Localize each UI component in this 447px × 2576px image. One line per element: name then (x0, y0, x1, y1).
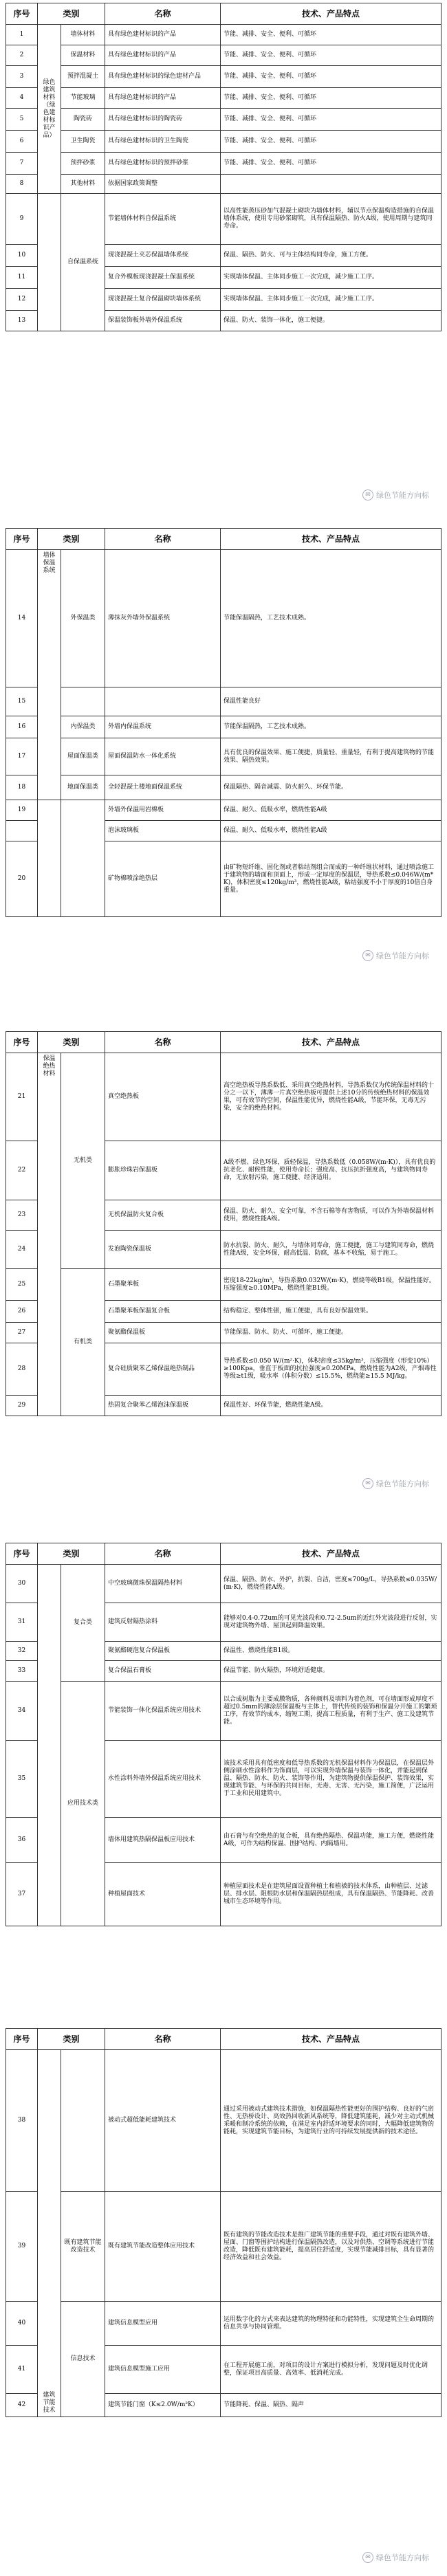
table-row: 27 聚氨酯保温板 节能保温、防水、防火、可循环，施工便捷。 (6, 1323, 441, 1343)
header-features: 技术、产品特点 (221, 1032, 441, 1053)
watermark: ✉ 绿色节能方向标 (362, 950, 429, 961)
group-label: 保温绝热材料 (38, 1053, 61, 1416)
wechat-icon: ✉ (362, 1478, 373, 1489)
table-row: 25 有机类 石墨聚苯板 密度18-22kg/m³，导热系数0.032W/(m·K)，燃烧等级B1级，保温性能好。压缩强度≥0.10MPa，燃烧性能B1级。 (6, 1269, 441, 1301)
wechat-icon: ✉ (362, 2552, 373, 2563)
table-row: 1 绿色建筑材料（绿色建材标识产品） 墙体材料 具有绿色建材标识的产品 节能、减排、安全、便利、可循环 (6, 25, 441, 45)
header-name: 名称 (105, 1543, 221, 1565)
tech-table-4 (6, 1543, 441, 1926)
header-name: 名称 (105, 2029, 221, 2050)
tech-table-5 (6, 2028, 441, 2417)
header-features: 技术、产品特点 (221, 529, 441, 550)
table-row: 33 复合保温石膏板 保温节能、防火隔热，环境舒适健康。 (6, 1661, 441, 1682)
table-row: 34 应用技术类 节能装饰一体化保温系统应用技术 以合成树脂为主要成膜物质，各种颜料及填料为着色剂，可在墙面形成厚度不超过0.5mm的薄涂层保温板与主体上，替代传统的装饰和保温分开施工的繁琐工序，有效节约成本，缩短工期，提高工程质量，有利于生产、施工及建筑节能。 (6, 1682, 441, 1741)
table-row: 32 聚氨酯硬泡复合保温板 保温性、燃烧性能B1级。 (6, 1642, 441, 1661)
header-category: 类别 (38, 2029, 105, 2050)
table-row: 5 陶瓷砖 具有绿色建材标识的陶瓷砖 节能、减排、安全、便利、可循环 (6, 109, 441, 131)
table-row: 35 水性涂料外墙外保温系统应用技术 该技术采用具有低密度和低导热系数的无机保温材料作为保温层，在保温层外侧涂刷水性涂料作为饰面层，可以实现外墙保温与装饰一体化，并能起到保温、隔热、防水、防火、装饰等作用，为建筑物提供保温保护、装饰效果，实现建筑节能、与环保的共同目标，无毒、无害、无污染，施工简便，广泛运用于工业和民用建筑中。 (6, 1741, 441, 1818)
group-label: 自保温系统 (61, 194, 105, 331)
table-row: 22 膨胀珍珠岩保温板 A级不燃、绿色环保，质轻保温，导热系数低（0.058W/(m·K)），具有优良的抗老化、耐候性能，使用寿命长；强度高、抗压抗折强度高，与建筑物同寿命，无放射污染，施工便捷、经济适用。 (6, 1141, 441, 1200)
table-header (6, 2029, 441, 2050)
table-row: 3 预拌混凝土 具有绿色建材标识的绿色建材产品 节能、减排、安全、便利、可循环 (6, 66, 441, 88)
table-section-5 (6, 2028, 441, 2417)
table-row: 9 自保温系统 节能墙体材料自保温系统 以高性能蒸压砂加气混凝土砌块为墙体材料，辅以节点保温构造措施的自保温墙体系统，使用专用砂浆砌筑，具有保温隔热、防火A级，使用周期与建筑同寿命。 (6, 194, 441, 245)
header-category: 类别 (38, 1543, 105, 1565)
table-row: 2 保温材料 具有绿色建材标识的产品 节能、减排、安全、便利、可循环 (6, 45, 441, 66)
table-row: 18 地面保温类 全轻混凝土楼地面保温系统 保温隔热、隔音减震、防火耐久、环保节能。 (6, 775, 441, 800)
table-row: 37 种植屋面技术 种植屋面技术是在建筑屋面设置种植土和植被的技术体系，由种植层、过滤层、排水层、阻根防水层和保温隔热层组成，具有保温隔热、节能降耗、改善城市生态环境等作用。 (6, 1863, 441, 1926)
wechat-icon: ✉ (362, 950, 373, 961)
table-row: 10 现浇混凝土夹芯保温墙体系统 保温、隔热、防火、可与主体结构同寿命，施工方便。 (6, 245, 441, 267)
header-no: 序号 (6, 3, 38, 25)
table-row: 41 建筑信息模型施工应用 在工程开展施工前，对项目的设计方案进行模拟分析，发现问题及时优化调整，保证项目高质量、高效率、低消耗完成。 (6, 2346, 441, 2394)
table-row: 20 矿物棉喷涂绝热层 由矿物短纤维、固化剂或者粘结剂组合而成的一种纤维状材料，通过喷涂施工于建筑物的墙面和顶面上，形成一定厚度的保温层，导热系数≤0.046W/(m*K)，体积密度≤120kg/m³，燃烧性能A级，粘结强度不小于厚度的10倍自身重量。 (6, 841, 441, 917)
table-header (6, 1032, 441, 1053)
table-row: 16 内保温类 外墙内保温系统 节能保温隔热，工艺技术成熟。 (6, 716, 441, 738)
table-section-4 (6, 1543, 441, 1926)
table-row: 14 墙体保温系统 外保温类 薄抹灰外墙外保温系统 节能保温隔热，工艺技术成熟。 (6, 550, 441, 687)
table-row: 23 无机保温防火复合板 保温、防火、耐久、安全可靠，不含石棉等有害物质，可以作为外墙保温材料使用，燃烧性能A级。 (6, 1200, 441, 1231)
table-row: 13 保温装饰板外墙外保温系统 保温、防火、装饰一体化，施工便捷。 (6, 311, 441, 331)
table-row: 28 复合硅质聚苯乙烯保温绝热制品 导热系数≤0.050 W/(m²·K)，体积密度≤35kg/m³，压缩强度（形变10%）≥100Kpa，垂直于板面的抗拉强度≥0.20MPa，燃烧性能为A2级，产烟毒性等级≥t1级，吸水率（体积分数）≤15.5%，燃烧能≥15.5 MJ/kg。 (6, 1343, 441, 1396)
header-category: 类别 (38, 529, 105, 550)
watermark: ✉ 绿色节能方向标 (362, 1478, 429, 1489)
table-header (6, 1543, 441, 1565)
watermark: ✉ 绿色节能方向标 (362, 2552, 429, 2563)
header-no: 序号 (6, 1032, 38, 1053)
tech-table-2 (6, 528, 441, 917)
table-row: 21 保温绝热材料 无机类 真空绝热板 高空绝热板导热系数低、采用真空绝热材料，导热系数仅为传统保温材料的十分之一以下，薄薄一片真空绝热板可提供上述10分的传统绝热材料的保温效果，可有效节约空间，保温性能优异，燃烧性能A级，节能环保，无毒无污染，安全的绝热材料。 (6, 1053, 441, 1141)
table-row: 15 保温性能良好 (6, 687, 441, 716)
group-label: 墙体保温系统 (38, 550, 61, 800)
table-row: 24 发泡陶瓷保温板 防水抗裂、防火、耐久，与墙体同寿命，施工便捷，施工与建筑同寿命，燃烧性能A级，安全环保，耐高低温、防腐，基本不收缩，易于施工。 (6, 1231, 441, 1269)
table-row: 26 石墨聚苯板保温复合板 结构稳定、整体性强，施工便捷，具有良好保温效果。 (6, 1301, 441, 1323)
wechat-icon: ✉ (362, 489, 373, 500)
table-row: 36 墙体用建筑热隔保温板应用技术 由石膏与有空绝热的复合板，具有绝热隔热、保温功能，施工方便，燃烧性能A级，可作为结构保温、围护结构、内隔墙用。 (6, 1818, 441, 1863)
table-header (6, 3, 441, 25)
header-features: 技术、产品特点 (221, 1543, 441, 1565)
header-features: 技术、产品特点 (221, 2029, 441, 2050)
header-category: 类别 (38, 1032, 105, 1053)
table-row: 7 预拌砂浆 具有绿色建材标识的预拌砂浆 节能、减排、安全、便利、可循环 (6, 153, 441, 175)
table-row: 12 现浇混凝土复合保温砌块墙体系统 实现墙体保温、主体同步施工一次完成，减少施工工序。 (6, 289, 441, 311)
table-row: 17 屋面保温类 屋面保温防水一体化系统 具有优良的保温效果、施工便捷，质量轻、重量轻，有利于提高建筑物的节能效果、隔热效果。 (6, 738, 441, 775)
table-section-2 (6, 528, 441, 917)
group-label: 建筑节能技术 (38, 2050, 61, 2417)
table-header (6, 529, 441, 550)
header-features: 技术、产品特点 (221, 3, 441, 25)
table-row: 30 复合类 中空玻璃微珠保温隔热材料 保温、隔热、防水、外护，抗裂、自洁，密度≤700g/L，导热系数≤0.035W/(m·K)，燃烧性能A级。 (6, 1565, 441, 1603)
header-name: 名称 (105, 3, 221, 25)
table-row: 泡沫玻璃板 保温、耐久、低吸水率，燃烧性能A级 (6, 821, 441, 841)
group-label: 绿色建筑材料（绿色建材标识产品） (38, 25, 61, 194)
table-row: 42 建筑节能门窗（K≤2.0W/m²K） 节能降耗、保温、隔热、隔声 (6, 2394, 441, 2417)
watermark: ✉ 绿色节能方向标 (362, 489, 429, 500)
tech-table-1 (6, 3, 441, 331)
header-no: 序号 (6, 2029, 38, 2050)
table-row: 31 建筑反射隔热涂料 能够对0.4-0.72um的可见光波段和0.72-2.5um的近红外光波段进行反射，实现对建筑物外墙、屋顶起到降温效果。 (6, 1603, 441, 1642)
table-row: 39 既有建筑节能改造技术 既有建筑节能改造整体应用技术 既有建筑的节能改造技术是推广建筑节能的重要手段，通过对既有建筑外墙、屋面、门窗等围护结构进行保温隔热改造，以及对供热、空调等系统进行节能改造，降低既有建筑能耗，提高居住舒适度，实现节能减排目标，具有显著的经济效益和社会效益。 (6, 2192, 441, 2302)
table-section-1 (6, 3, 441, 331)
table-row: 4 节能玻璃 具有绿色建材标识的产品 节能、减排、安全、便利、可循环 (6, 88, 441, 109)
table-row: 11 复合外模板现浇混凝土保温系统 实现墙体保温、主体同步施工一次完成，减少施工工序。 (6, 267, 441, 289)
tech-table-3 (6, 1031, 441, 1416)
table-section-3 (6, 1031, 441, 1416)
table-row: 38 建筑节能技术 被动式超低能耗建筑技术 通过采用被动式建筑技术措施，如保温隔热性能更好的围护结构、良好的气密性、无热桥设计、高效热回收新风系统等，降低建筑能耗，减少对主动式机械采暖和制冷系统的依赖，在满足室内舒适环境要求的同时，大幅降低建筑物的能耗，实现建筑节能目标，为建筑行业的可持续发展提供新的技术途径。 (6, 2050, 441, 2192)
header-name: 名称 (105, 529, 221, 550)
table-row: 29 热固复合聚苯乙烯泡沫保温板 保温性好、环保节能，燃烧性能A级。 (6, 1396, 441, 1416)
table-row: 6 卫生陶瓷 具有绿色建材标识的卫生陶瓷 节能、减排、安全、便利、可循环 (6, 131, 441, 153)
table-row: 19 外墙外保温用岩棉板 保温、耐久、低吸水率，燃烧性能A级 (6, 800, 441, 821)
header-no: 序号 (6, 529, 38, 550)
header-no: 序号 (6, 1543, 38, 1565)
header-name: 名称 (105, 1032, 221, 1053)
table-row: 40 信息技术 建筑信息模型应用 运用数字化的方式来表达建筑的物理特征和功能特性，实现建筑全生命周期的信息共享与协同管理。 (6, 2302, 441, 2346)
header-category: 类别 (38, 3, 105, 25)
table-row: 8 其他材料 依据国家政策调整 (6, 175, 441, 194)
